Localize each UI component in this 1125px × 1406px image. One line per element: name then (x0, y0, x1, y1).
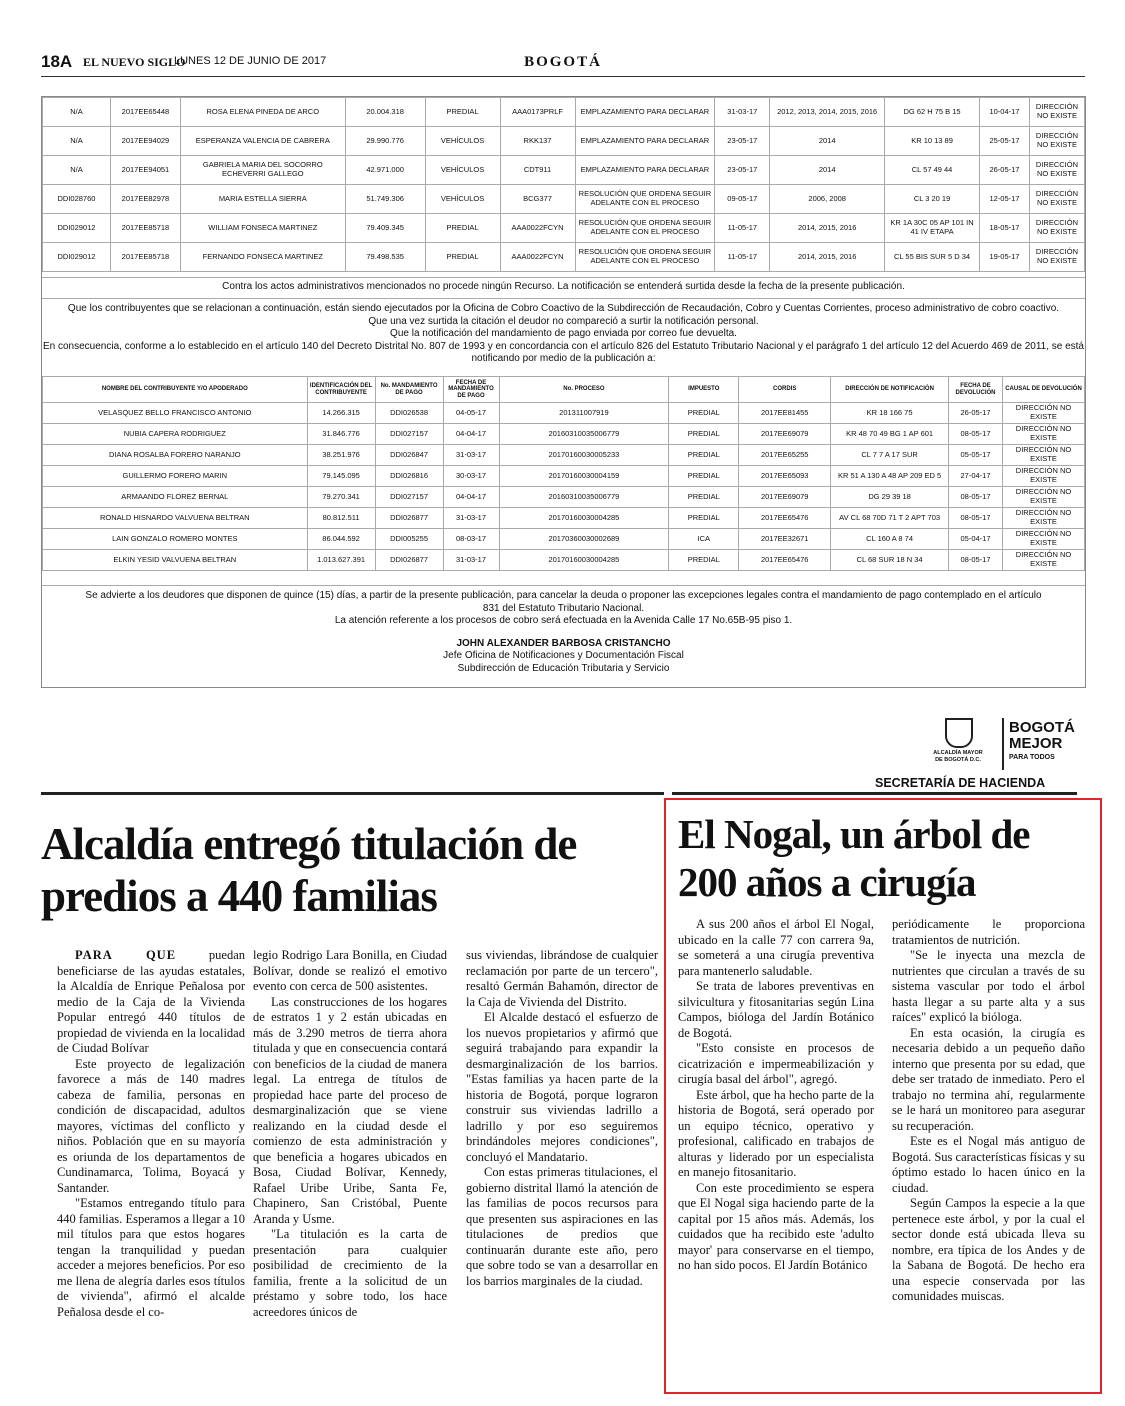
bogota-logo-line: BOGOTÁ (1009, 719, 1075, 736)
table-cell: EMPLAZAMIENTO PARA DECLARAR (575, 127, 715, 156)
bogota-logo-line: MEJOR (1009, 735, 1063, 752)
table-cell: 2017EE65448 (110, 98, 180, 127)
table-cell: 20160310035006779 (499, 487, 669, 508)
column-header: No. MANDAMIENTO DE PAGO (375, 377, 443, 403)
table-cell: CL 7 7 A 17 SUR (831, 445, 949, 466)
article-2-column-1 (678, 917, 874, 1274)
column-header: CORDIS (739, 377, 831, 403)
column-header: NOMBRE DEL CONTRIBUYENTE Y/O APODERADO (43, 377, 308, 403)
table-cell: 19-05-17 (979, 243, 1029, 272)
notice-line: Se advierte a los deudores que disponen de quince (15) días, a partir de la presente publicación, para cancelar la deuda o proponer las excepciones legales contra el mandamiento de pago contemplado en el artículo (85, 590, 1042, 601)
paragraph: Se trata de labores preventivas en silvicultura y fitosanitarias según Lina Campos, bióloga del Jardín Botánico de Bogotá. (678, 979, 874, 1040)
table-cell: 23-05-17 (715, 156, 770, 185)
table-cell: 2006, 2008 (770, 185, 885, 214)
table-row (43, 508, 1085, 529)
table-cell: PREDIAL (669, 466, 739, 487)
table-cell: DDI026847 (375, 445, 443, 466)
table-cell: 04-04-17 (443, 487, 499, 508)
table-cell: VELASQUEZ BELLO FRANCISCO ANTONIO (43, 403, 308, 424)
notice-line: Que los contribuyentes que se relacionan a continuación, están siendo ejecutados por la Oficina de Cobro Coactivo de la Subdirección de Recaudación, Cobro y Cuentas Corrientes, proceso administrativo de cobro coactivo. (67, 303, 1060, 314)
table-cell: WILLIAM FONSECA MARTINEZ (180, 214, 345, 243)
table-row (43, 185, 1085, 214)
article-2-headline: El Nogal, un árbol de 200 años a cirugía (678, 811, 1030, 905)
lead-in: PARA QUE (75, 948, 177, 962)
table-cell: DIRECCIÓN NO EXISTE (1029, 127, 1084, 156)
table-cell: 2017EE65255 (739, 445, 831, 466)
table-cell: 79.145.095 (307, 466, 375, 487)
table-cell: GABRIELA MARIA DEL SOCORRO ECHEVERRI GALLEGO (180, 156, 345, 185)
article-1-column-2 (253, 948, 447, 1320)
table-cell: 11-05-17 (715, 214, 770, 243)
paragraph: Este es el Nogal más antiguo de Bogotá. Sus características físicas y su óptimo estado lo hacen único en la ciudad. (892, 1134, 1086, 1195)
paragraph: El Alcalde destacó el esfuerzo de los nuevos propietarios y afirmó que seguirá trabajando para expandir la desmarginalización de los barrios. "Estas familias ya hacen parte de la historia de Bogotá, porque lograron construir sus viviendas ladrillo a ladrillo y por eso seguiremos brindándoles mejores condiciones", concluyó el Mandatario. (466, 1010, 658, 1164)
table-cell: MARIA ESTELLA SIERRA (180, 185, 345, 214)
table-cell: DDI026538 (375, 403, 443, 424)
column-header: FECHA DE MANDAMIENTO DE PAGO (443, 377, 499, 403)
table-cell: VEHÍCULOS (425, 127, 500, 156)
paragraph: "La titulación es la carta de presentación para cualquier posibilidad de crecimiento de la familia, frente a la solicitud de un préstamo y sobre todo, los hace acreedores únicos de (253, 1227, 447, 1319)
section-name: BOGOTÁ (524, 54, 602, 70)
table-cell: GUILLERMO FORERO MARIN (43, 466, 308, 487)
table-cell: 2017EE82978 (110, 185, 180, 214)
table-cell: 2017EE65093 (739, 466, 831, 487)
table-cell: RESOLUCIÓN QUE ORDENA SEGUIR ADELANTE CON EL PROCESO (575, 243, 715, 272)
table-cell: 20.004.318 (345, 98, 425, 127)
paragraph: Las construcciones de los hogares de estratos 1 y 2 están ubicadas en más de 3.290 metros de tierra ahora titulada y que en consecuencia contará con beneficios de la ciudad de manera legal. La entrega de títulos de propiedad hace parte del proceso de desmarginalización que se viene realizando en la ciudad desde el comienzo de esta administración y que beneficia a hogares ubicados en Bosa, Ciudad Bolívar, Kennedy, Rafael Uribe Uribe, Santa Fe, Chapinero, San Cristóbal, Puente Aranda y Usme. (253, 994, 447, 1226)
table-cell: DIRECCIÓN NO EXISTE (1003, 487, 1085, 508)
table-cell: 20170160030005233 (499, 445, 669, 466)
notice-line: La atención referente a los procesos de cobro será efectuada en la Avenida Calle 17 No.65B-95 piso 1. (334, 615, 793, 626)
coat-of-arms-icon (945, 718, 973, 748)
table-cell: N/A (43, 156, 111, 185)
table-cell: PREDIAL (425, 214, 500, 243)
paragraph: Con estas primeras titulaciones, el gobierno distrital llamó la atención de las familias de pocos recursos para que presenten sus aspiraciones en las titulaciones de predios que continuarán durante este año, pero que sobre todo se van a desarrollar en los barrios marginales de la ciudad. (466, 1165, 658, 1288)
table-cell: 12-05-17 (979, 185, 1029, 214)
table-cell: 04-05-17 (443, 403, 499, 424)
table-cell: 20160310035006779 (499, 424, 669, 445)
table-cell: 05-04-17 (949, 529, 1003, 550)
legal-notice-box (41, 96, 1086, 688)
table-cell: 2012, 2013, 2014, 2015, 2016 (770, 98, 885, 127)
table-cell: PREDIAL (669, 445, 739, 466)
article-1-headline: Alcaldía entregó titulación de predios a 440 familias (41, 819, 577, 921)
table-cell: DIRECCIÓN NO EXISTE (1029, 214, 1084, 243)
table-row (43, 98, 1085, 127)
table-cell: DIRECCIÓN NO EXISTE (1003, 424, 1085, 445)
table-row (43, 445, 1085, 466)
table-cell: 26-05-17 (979, 156, 1029, 185)
table-row (43, 424, 1085, 445)
table-cell: DDI026877 (375, 508, 443, 529)
paragraph: periódicamente le proporciona tratamientos de nutrición. (892, 917, 1085, 947)
newspaper-name: EL NUEVO SIGLO (83, 55, 186, 69)
signature-role: Jefe Oficina de Notificaciones y Documentación Fiscal (443, 650, 684, 661)
table-cell: 80.812.511 (307, 508, 375, 529)
table-cell: 2017EE65476 (739, 508, 831, 529)
paragraph: Este árbol, que ha hecho parte de la historia de Bogotá, será operado por un equipo técnico, operativo y profesional, calificado en trabajos de alturas y liderado por un especialista en manejo fitosanitario. (678, 1087, 874, 1179)
table-cell: CL 55 BIS SUR 5 D 34 (885, 243, 980, 272)
table-cell: ELKIN YESID VALVUENA BELTRAN (43, 550, 308, 571)
article-1-column-1 (57, 948, 245, 1320)
table-cell: DDI026816 (375, 466, 443, 487)
table-cell: ROSA ELENA PINEDA DE ARCO (180, 98, 345, 127)
table-cell: PREDIAL (669, 403, 739, 424)
notice-line: En consecuencia, conforme a lo establecido en el artículo 140 del Decreto Distrital No. 807 de 1993 y en concordancia con el artículo 826 del Estatuto Tributario Nacional y el parágrafo 1 del artículo 12 del Acuerdo 469 de 2011, se está (42, 340, 1084, 352)
table-cell: 31-03-17 (443, 445, 499, 466)
table-cell: 31-03-17 (443, 550, 499, 571)
paragraph: "Esto consiste en procesos de cicatrización e impermeabilización y cirugía basal del árbol", agregó. (678, 1041, 874, 1086)
table-cell: 27-04-17 (949, 466, 1003, 487)
table-cell: 08-03-17 (443, 529, 499, 550)
table-cell: CL 68 SUR 18 N 34 (831, 550, 949, 571)
table-cell: 08-05-17 (949, 550, 1003, 571)
notice-execution (42, 298, 1085, 366)
paragraph: Según Campos la especie a la que pertenece este árbol, y por la cual el sector donde está ubicada lleva su nombre, era típica de los Andes y de la Sabana de Bogotá. De hecho era una especie conservada por las comunidades muiscas. (892, 1196, 1085, 1303)
notice-line: Que la notificación del mandamiento de pago enviada por correo fue devuelta. (390, 328, 737, 339)
paragraph: Este proyecto de legalización favorece a más de 140 madres cabeza de familia, personas en condición de discapacidad, adultos mayores, víctimas del conflicto y niños. Población que en su mayoría es oriunda de los departamentos de Cundinamarca, Tolima, Boyacá y Santander. (57, 1056, 245, 1195)
table-cell: 11-05-17 (715, 243, 770, 272)
table-cell: 2017EE69079 (739, 487, 831, 508)
table-cell: DIRECCIÓN NO EXISTE (1003, 445, 1085, 466)
table-cell: BCG377 (500, 185, 575, 214)
column-header: CAUSAL DE DEVOLUCIÓN (1003, 377, 1085, 403)
paragraph-text: puedan beneficiarse de las ayudas estatales, la Alcaldía de Enrique Peñalosa por medio de la Caja de la Vivienda Popular entregó 440 títulos de propiedad de vivienda en la localidad de Ciudad Bolívar (57, 948, 245, 1055)
table-cell: 20170160030004285 (499, 508, 669, 529)
table-cell: 20170160030004285 (499, 550, 669, 571)
table-cell: LAIN GONZALO ROMERO MONTES (43, 529, 308, 550)
table-cell: EMPLAZAMIENTO PARA DECLARAR (575, 98, 715, 127)
table-cell: 2014, 2015, 2016 (770, 214, 885, 243)
table-cell: 2017EE85718 (110, 243, 180, 272)
table-row (43, 550, 1085, 571)
table-cell: PREDIAL (669, 487, 739, 508)
table-cell: 201311007919 (499, 403, 669, 424)
table-cell: 2017EE94051 (110, 156, 180, 185)
page-header (41, 52, 1085, 77)
table-cell: DDI029012 (43, 214, 111, 243)
table-cell: ARMAANDO FLOREZ BERNAL (43, 487, 308, 508)
table-cell: AAA0022FCYN (500, 214, 575, 243)
table-cell: 20170360030002689 (499, 529, 669, 550)
table-cell: 14.266.315 (307, 403, 375, 424)
notice-no-recourse: Contra los actos administrativos mencionados no procede ningún Recurso. La notificación se entenderá surtida desde la fecha de la presente publicación. (42, 277, 1085, 296)
table-cell: 79.409.345 (345, 214, 425, 243)
divider (672, 792, 1077, 795)
page-number: 18A (41, 52, 73, 71)
notice-line: 831 del Estatuto Tributario Nacional. (482, 602, 645, 614)
paragraph: A sus 200 años el árbol El Nogal, ubicado en la calle 77 con carrera 9a, se someterá a una cirugía preventiva para mantenerlo saludable. (678, 917, 874, 978)
table-row (43, 403, 1085, 424)
table-cell: 38.251.976 (307, 445, 375, 466)
table-cell: RESOLUCIÓN QUE ORDENA SEGUIR ADELANTE CON EL PROCESO (575, 185, 715, 214)
table-cell: N/A (43, 98, 111, 127)
table-cell: 29.990.776 (345, 127, 425, 156)
logo-divider (1002, 718, 1004, 770)
notice-table-2 (42, 376, 1085, 571)
divider (41, 792, 664, 795)
paragraph: legio Rodrigo Lara Bonilla, en Ciudad Bolívar, donde se realizó el emotivo evento con cerca de 500 asistentes. (253, 948, 447, 993)
table-cell: 18-05-17 (979, 214, 1029, 243)
table-cell: DDI027157 (375, 487, 443, 508)
paragraph: En esta ocasión, la cirugía es necesaria debido a un pequeño daño interno que presenta por su edad, que debe ser tratado de inmediato. Pero el trabajo no termina ahí, regularmente se le hará un monitoreo para asegurar su recuperación. (892, 1025, 1085, 1133)
table-cell: DIRECCIÓN NO EXISTE (1003, 466, 1085, 487)
table-cell: CL 57 49 44 (885, 156, 980, 185)
table-cell: DIRECCIÓN NO EXISTE (1029, 98, 1084, 127)
table-row (43, 156, 1085, 185)
table-cell: 05-05-17 (949, 445, 1003, 466)
table-cell: 1.013.627.391 (307, 550, 375, 571)
table-cell: DDI028760 (43, 185, 111, 214)
notice-line: Que una vez surtida la citación el deudor no compareció a surtir la notificación personal. (368, 315, 759, 327)
table-cell: PREDIAL (425, 243, 500, 272)
article-1-column-3 (466, 948, 658, 1289)
table-cell: DG 29 39 18 (831, 487, 949, 508)
table-cell: DIRECCIÓN NO EXISTE (1003, 403, 1085, 424)
table-cell: 08-05-17 (949, 424, 1003, 445)
table-cell: 20170160030004159 (499, 466, 669, 487)
bogota-logo-line: PARA TODOS (1009, 754, 1055, 761)
table-cell: VEHÍCULOS (425, 156, 500, 185)
table-cell: ICA (669, 529, 739, 550)
table-cell: RESOLUCIÓN QUE ORDENA SEGUIR ADELANTE CON EL PROCESO (575, 214, 715, 243)
table-cell: 79.270.341 (307, 487, 375, 508)
table-cell: VEHÍCULOS (425, 185, 500, 214)
paragraph: "Se le inyecta una mezcla de nutrientes que circulan a través de su sistema vascular por todo el árbol hasta llegar a su parte alta y a sus raíces" explicó la bióloga. (892, 948, 1085, 1024)
table-cell: 2014 (770, 127, 885, 156)
table-cell: 2017EE94029 (110, 127, 180, 156)
table-cell: PREDIAL (669, 550, 739, 571)
paragraph: sus viviendas, librándose de cualquier reclamación por parte de un tercero", resaltó Germán Bahamón, director de la Caja de Vivienda del Distrito. (466, 948, 658, 1009)
paragraph: "Estamos entregando título para 440 familias. Esperamos a llegar a 10 mil títulos para que estos hogares tengan la tranquilidad y puedan acceder a mejores beneficios. Por eso me llena de alegría darles esos títulos de vivienda", afirmó el alcalde Peñalosa desde el co- (57, 1196, 245, 1319)
table-cell: 23-05-17 (715, 127, 770, 156)
article-2-column-2 (892, 917, 1085, 1305)
table-cell: 86.044.592 (307, 529, 375, 550)
table-cell: EMPLAZAMIENTO PARA DECLARAR (575, 156, 715, 185)
column-header: DIRECCIÓN DE NOTIFICACIÓN (831, 377, 949, 403)
table-cell: DIRECCIÓN NO EXISTE (1029, 156, 1084, 185)
table-cell: DDI005255 (375, 529, 443, 550)
table-row (43, 529, 1085, 550)
table-cell: DDI029012 (43, 243, 111, 272)
table-cell: 2014 (770, 156, 885, 185)
table-cell: 31-03-17 (443, 508, 499, 529)
table-cell: 10-04-17 (979, 98, 1029, 127)
table-cell: DDI027157 (375, 424, 443, 445)
table-cell: 2017EE69079 (739, 424, 831, 445)
table-cell: 42.971.000 (345, 156, 425, 185)
table-cell: 08-05-17 (949, 508, 1003, 529)
table-cell: DIRECCIÓN NO EXISTE (1029, 185, 1084, 214)
table-cell: 04-04-17 (443, 424, 499, 445)
table-row (43, 487, 1085, 508)
table-cell: KR 51 A 130 A 48 AP 209 ED 5 (831, 466, 949, 487)
table-cell: 2017EE32671 (739, 529, 831, 550)
signature-role: Subdirección de Educación Tributaria y Servicio (457, 662, 670, 674)
table-cell: DIANA ROSALBA FORERO NARANJO (43, 445, 308, 466)
table-cell: 2017EE85718 (110, 214, 180, 243)
table-cell: DIRECCIÓN NO EXISTE (1003, 550, 1085, 571)
table-cell: CDT911 (500, 156, 575, 185)
table-cell: ESPERANZA VALENCIA DE CABRERA (180, 127, 345, 156)
table-cell: DIRECCIÓN NO EXISTE (1003, 529, 1085, 550)
table-cell: 79.498.535 (345, 243, 425, 272)
table-cell: FERNANDO FONSECA MARTINEZ (180, 243, 345, 272)
hacienda-logo-block (875, 714, 1075, 792)
table-cell: RKK137 (500, 127, 575, 156)
notice-table-1 (42, 97, 1085, 272)
table-cell: KR 48 70 49 BG 1 AP 601 (831, 424, 949, 445)
secretaria-label: SECRETARÍA DE HACIENDA (875, 776, 1046, 790)
table-cell: KR 18 166 75 (831, 403, 949, 424)
table-cell: PREDIAL (669, 508, 739, 529)
table-cell: CL 3 20 19 (885, 185, 980, 214)
column-header: IDENTIFICACIÓN DEL CONTRIBUYENTE (307, 377, 375, 403)
table-cell: PREDIAL (425, 98, 500, 127)
paragraph (57, 948, 245, 1057)
table-cell: 2014, 2015, 2016 (770, 243, 885, 272)
table-cell: DG 62 H 75 B 15 (885, 98, 980, 127)
table-cell: 08-05-17 (949, 487, 1003, 508)
table-cell: KR 1A 30C 05 AP 101 IN 41 IV ETAPA (885, 214, 980, 243)
column-header: IMPUESTO (669, 377, 739, 403)
table-cell: 2017EE81455 (739, 403, 831, 424)
table-row (43, 127, 1085, 156)
alcaldia-line: ALCALDÍA MAYOR (933, 750, 983, 756)
table-cell: CL 160 A 8 74 (831, 529, 949, 550)
table-cell: 30-03-17 (443, 466, 499, 487)
table-cell: 31.846.776 (307, 424, 375, 445)
notice-line: notificando por medio de la publicación a: (471, 353, 656, 364)
table-cell: 51.749.306 (345, 185, 425, 214)
table-cell: DIRECCIÓN NO EXISTE (1003, 508, 1085, 529)
table-cell: KR 10 13 89 (885, 127, 980, 156)
table-cell: 31-03-17 (715, 98, 770, 127)
table-cell: RONALD HISNARDO VALVUENA BELTRAN (43, 508, 308, 529)
table-cell: N/A (43, 127, 111, 156)
table-row (43, 466, 1085, 487)
signature-name: JOHN ALEXANDER BARBOSA CRISTANCHO (456, 637, 671, 649)
table-cell: 09-05-17 (715, 185, 770, 214)
table-cell: DIRECCIÓN NO EXISTE (1029, 243, 1084, 272)
alcaldia-label (915, 750, 1001, 763)
notice-warning (42, 585, 1085, 675)
table-cell: AAA0022FCYN (500, 243, 575, 272)
paragraph: Con este procedimiento se espera que El Nogal siga haciendo parte de la capital por 15 años más. Además, los cuidados que ha recibido este 'adulto mayor' para conservarse en el tiempo, no han sido pocos. El Jardín Botánico (678, 1180, 874, 1272)
issue-date: LUNES 12 DE JUNIO DE 2017 (174, 55, 327, 67)
table-cell: 2017EE65476 (739, 550, 831, 571)
column-header: No. PROCESO (499, 377, 669, 403)
table-cell: DDI026877 (375, 550, 443, 571)
table-cell: AV CL 68 70D 71 T 2 APT 703 (831, 508, 949, 529)
table-cell: PREDIAL (669, 424, 739, 445)
table-cell: AAA0173PRLF (500, 98, 575, 127)
table-cell: 26-05-17 (949, 403, 1003, 424)
table-cell: 25-05-17 (979, 127, 1029, 156)
alcaldia-line: DE BOGOTÁ D.C. (935, 756, 981, 763)
column-header: FECHA DE DEVOLUCIÓN (949, 377, 1003, 403)
table-row (43, 243, 1085, 272)
table-row (43, 214, 1085, 243)
table-cell: NUBIA CAPERA RODRIGUEZ (43, 424, 308, 445)
